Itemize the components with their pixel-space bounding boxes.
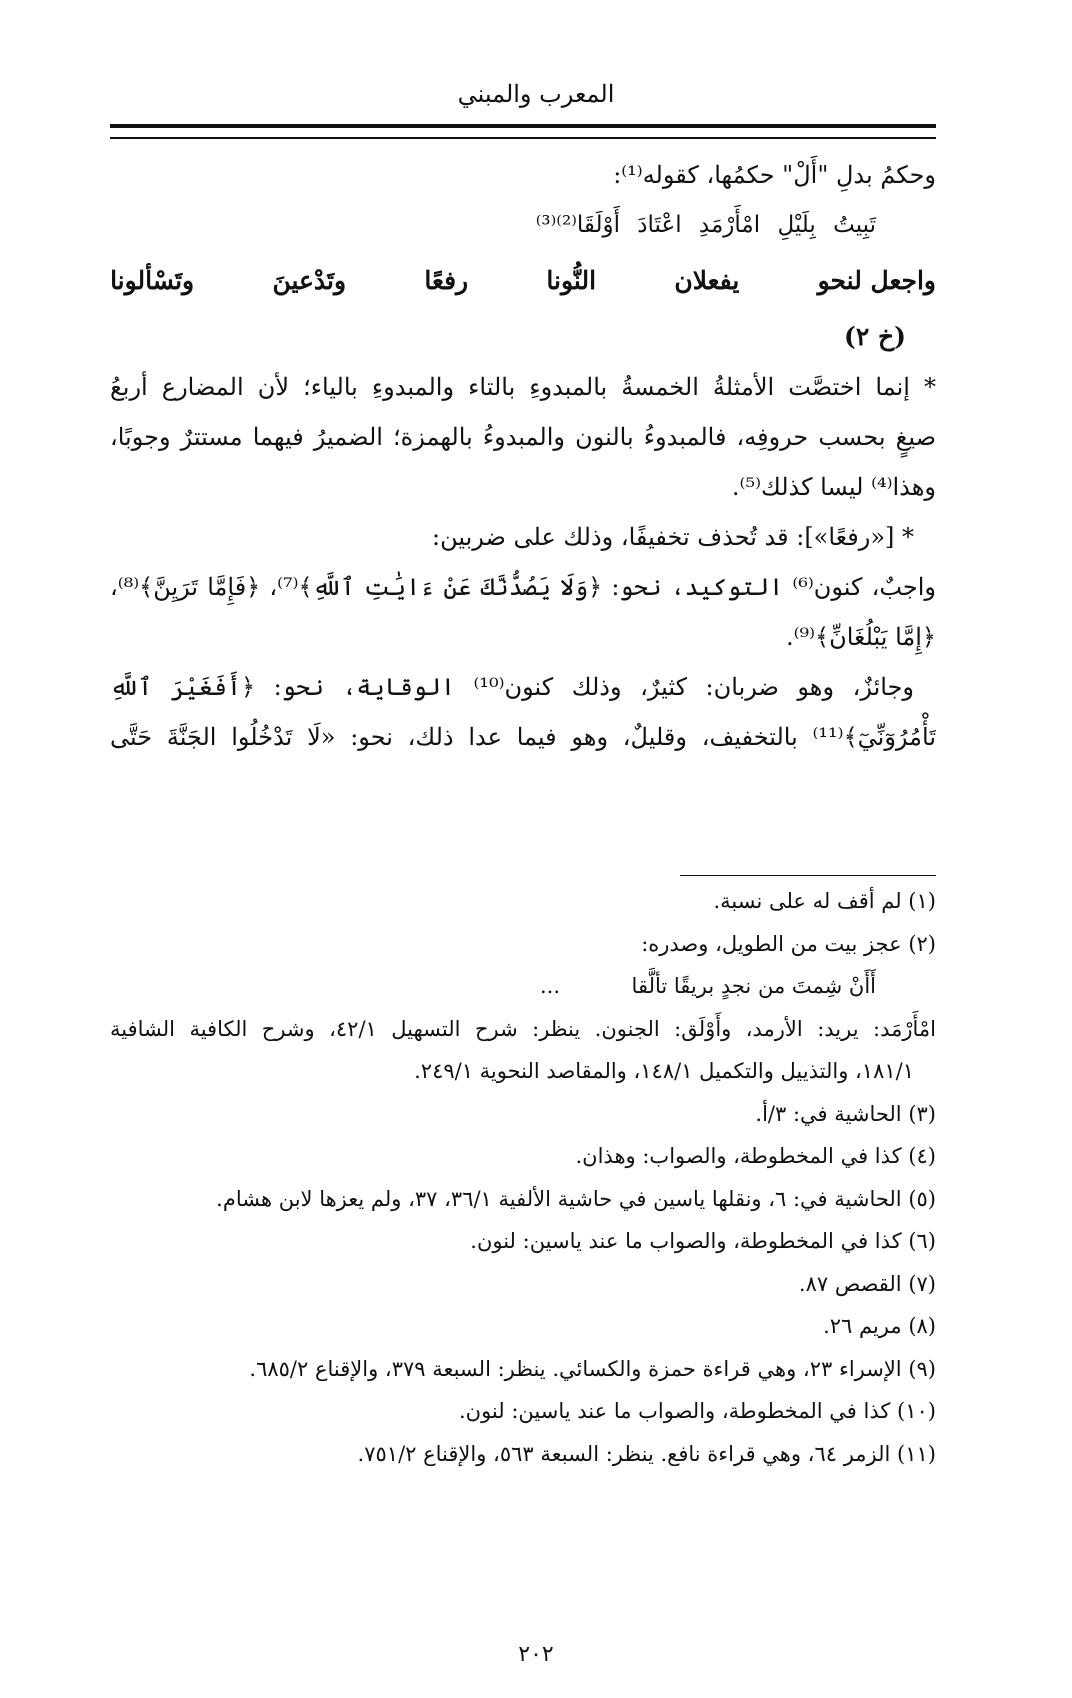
verse-part-6: وتَسْألونا	[110, 266, 195, 295]
page-number: ٢٠٢	[518, 1642, 554, 1667]
footnote-2-cont: امْأَرْمَد: يريد: الأرمد، وأَوْلَق: الجنون. ينظر: شرح التسهيل ٤٢/١، وشرح الكافية الشافية	[110, 1016, 936, 1041]
footnote-verse	[110, 965, 936, 1008]
running-header: المعرب والمبني	[457, 80, 615, 108]
body-line-10: ﴿إِمَّا يَبْلُغَانِّ﴾⁽⁹⁾.	[785, 623, 936, 651]
footnote-7: (٧) القصص ٨٧.	[798, 1271, 936, 1296]
footnote-1: (١) لم أقف له على نسبة.	[713, 889, 936, 913]
verse-part-4: رفعًا	[424, 266, 469, 295]
footnote-6: (٦) كذا في المخطوطة، والصواب ما عند ياسين: لنون.	[470, 1229, 936, 1253]
verse-part-3: النُّونا	[546, 266, 597, 295]
alfiyya-verse	[110, 250, 936, 312]
footnotes	[110, 880, 936, 1475]
verse-part-5: وتَدْعينَ	[272, 266, 347, 295]
body-line-5: * إنما اختصَّت الأمثلةُ الخمسةُ بالمبدوءِ بالتاء والمبدوءِ بالياء؛ لأن المضارع أربعُ	[110, 373, 936, 401]
footnote-2-cont-2: ١٨١/١، والتذييل والتكميل ١٤٨/١، والمقاصد النحوية ٢٤٩/١.	[414, 1059, 914, 1083]
footnote-9: (٩) الإسراء ٢٣، وهي قراءة حمزة والكسائي. ينظر: السبعة ٣٧٩، والإقناع ٦٨٥/٢.	[249, 1356, 936, 1381]
footnote-11: (١١) الزمر ٦٤، وهي قراءة نافع. ينظر: السبعة ٥٦٣، والإقناع ٧٥١/٢.	[357, 1441, 936, 1466]
verse-part-2: يفعلان	[674, 266, 740, 295]
header-rule-thick	[110, 124, 936, 128]
manuscript-ref: (خ ٢)	[844, 322, 906, 351]
footnote-8: (٨) مريم ٢٦.	[823, 1314, 936, 1338]
verse-line: تَبِيتُ بِلَيْلِ امْأَرْمَدِ اعْتَادَ أَوْلَقَا⁽²⁾⁽³⁾	[535, 212, 876, 238]
footnote-3: (٣) الحاشية في: ٣/أ.	[755, 1101, 936, 1126]
body-line-6: صيغٍ بحسب حروفِه، فالمبدوءُ بالنون والمبدوءُ بالهمزة؛ الضميرُ فيهما مستترٌ وجوبًا،	[110, 423, 936, 451]
footnote-verse-text: أَأَنْ شِمتَ من نجدٍ بريقًا تألَّقا	[631, 974, 876, 998]
body-line-9: واجبٌ، كنون⁽⁶⁾ التوكيد، نحو: ﴿وَلَا يَصُدُّنَّكَ عَنْ ءَايَٰتِ ٱللَّهِ﴾⁽⁷⁾، ﴿فَإِمَّا تَرَيِنَّ﴾⁽⁸⁾،	[110, 573, 936, 601]
footnote-separator	[680, 875, 936, 876]
body-line-12: تَأْمُرُوٓنِّيٓ﴾⁽¹¹⁾ بالتخفيف، وقليلٌ، وهو فيما عدا ذلك، نحو: «لَا تَدْخُلُوا الجَنَّةَ حَتَّى	[110, 723, 936, 751]
body-line-7: وهذا⁽⁴⁾ ليسا كذلك⁽⁵⁾.	[731, 473, 936, 501]
body-line-11: وجائزٌ، وهو ضربان: كثيرٌ، وذلك كنون⁽¹⁰⁾ الوقاية، نحو: ﴿أَفَغَيْرَ ٱللَّهِ	[110, 673, 915, 701]
body-line-1: وحكمُ بدلِ "أَلْ" حكمُها، كقوله⁽¹⁾:	[613, 161, 936, 189]
footnote-2: (٢) عجز بيت من الطويل، وصدره:	[641, 931, 936, 956]
body-line-8: * [«رفعًا»]: قد تُحذف تخفيفًا، وذلك على ضربين:	[432, 523, 914, 551]
footnote-5: (٥) الحاشية في: ٦، ونقلها ياسين في حاشية الألفية ٣٦/١، ٣٧، ولم يعزها لابن هشام.	[216, 1186, 936, 1211]
footnote-10: (١٠) كذا في المخطوطة، والصواب ما عند ياسين: لنون.	[458, 1399, 936, 1423]
footnote-4: (٤) كذا في المخطوطة، والصواب: وهذان.	[575, 1144, 936, 1168]
main-text	[110, 150, 936, 762]
header-rule-thin	[110, 137, 936, 139]
footnote-verse-ellipsis: ...	[540, 974, 561, 998]
verse-part-1: واجعل لنحو	[817, 266, 936, 295]
